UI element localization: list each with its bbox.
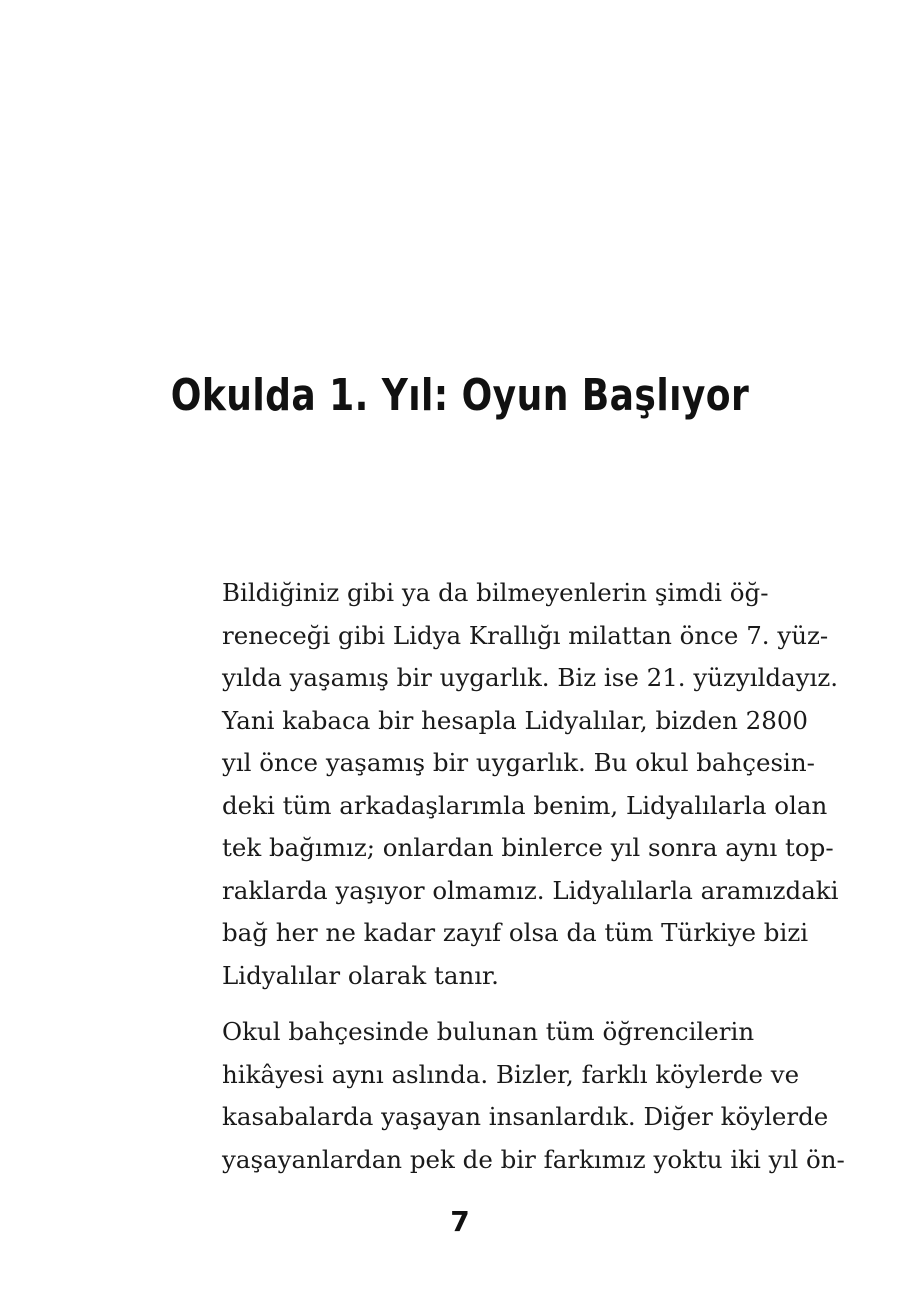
text-line: hikâyesi aynı aslında. Bizler, farklı köylerde ve (222, 1059, 800, 1089)
text-line: Yani kabaca bir hesapla Lidyalılar, bizden 2800 (222, 705, 809, 735)
text-line: Okul bahçesinde bulunan tüm öğrencilerin (222, 1017, 755, 1046)
text-line: Bildiğiniz gibi ya da bilmeyenlerin şimdi öğ- (222, 578, 769, 607)
text-line: Lidyalılar olarak tanır. (222, 960, 499, 990)
page-number: 7 (450, 1205, 470, 1238)
text-line: deki tüm arkadaşlarımla benim, Lidyalılarla olan (222, 790, 828, 820)
chapter-title: Okulda 1. Yıl: Oyun Başlıyor (170, 370, 750, 421)
paragraph-2 (188, 1011, 845, 1181)
text-line: kasabalarda yaşayan insanlardık. Diğer köylerde (222, 1102, 829, 1131)
text-line: yılda yaşamış bir uygarlık. Biz ise 21. yüzyıldayız. (222, 663, 839, 692)
text-line: bağ her ne kadar zayıf olsa da tüm Türkiye bizi (222, 918, 809, 947)
text-line: raklarda yaşıyor olmamız. Lidyalılarla aramızdaki (222, 875, 839, 905)
text-line: reneceği gibi Lidya Krallığı milattan önce 7. yüz- (222, 620, 829, 650)
body-text (188, 572, 845, 1181)
text-line: yıl önce yaşamış bir uygarlık. Bu okul bahçesin- (222, 748, 815, 777)
paragraph-1 (188, 572, 839, 997)
text-line: yaşayanlardan pek de bir farkımız yoktu iki yıl ön- (222, 1144, 845, 1174)
text-line: tek bağımız; onlardan binlerce yıl sonra aynı top- (222, 833, 834, 862)
